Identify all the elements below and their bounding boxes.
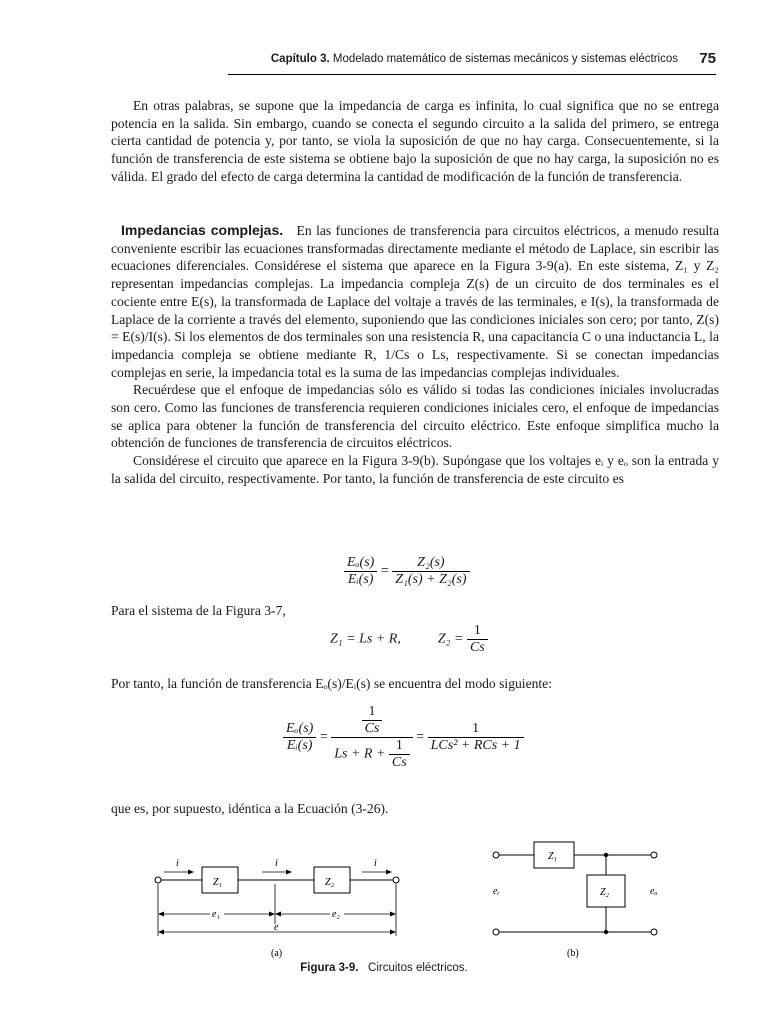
fig-a-e2-label: e₂ [332, 909, 340, 920]
paragraph-1-block [111, 97, 719, 186]
paragraph-6-block [111, 675, 719, 693]
caption-text: Circuitos eléctricos. [368, 962, 468, 974]
eq1-lhs-den: Eᵢ(s) [344, 571, 377, 588]
paragraph-2: En las funciones de transferencia para circuitos eléctricos, a menudo resulta conveniente escribir las ecuaciones transformadas directamente mediante el método de Laplace, sin escribir las ecuaciones diferenciales. Considérese el sistema que aparece en la Figura 3-9(a). En este sistema, Z₁ y Z₂ representan impedancias complejas. La impedancia compleja Z(s) de un circuito de dos terminales es el cociente entre E(s), la transformada de Laplace del voltaje a través de las terminales, e I(s), la transformada de Laplace de la corriente a través del elemento, suponiendo que las condiciones iniciales son cero; por tanto, Z(s) = E(s)/I(s). Si los elementos de dos terminales son una resistencia R, una capacitancia C o una inductancia L, la impedancia compleja se obtiene mediante R, 1/Cs o Ls, respectivamente. Si se conectan impedancias complejas en serie, la impedancia total es la suma de las impedancias complejas individuales. [111, 223, 719, 380]
terminal-right [393, 877, 399, 883]
eq1-lhs-num: Eₒ(s) [347, 555, 375, 570]
fig-b-z2-label: Z₂ [600, 887, 610, 898]
eq3-equals-2: = [416, 729, 425, 745]
paragraph-2-wrap [111, 222, 719, 381]
terminal-out-bottom [651, 929, 657, 935]
eq3-mid-den-den: Cs [389, 754, 410, 771]
eq3-mid-num-num: 1 [368, 704, 376, 719]
eq1-equals: = [380, 563, 389, 579]
fig-a-label: (a) [271, 948, 283, 959]
eq3-mid-den-num: 1 [395, 738, 403, 753]
eq3-mid-num-den: Cs [362, 720, 383, 737]
equation-2 [330, 623, 488, 656]
page-number: 75 [699, 50, 716, 67]
paragraph-5-block [111, 602, 719, 620]
eq3-mid-den-prefix: Ls + R + [334, 746, 386, 762]
equation-3 [283, 704, 524, 771]
terminal-left [155, 877, 161, 883]
header-chapter: Capítulo 3. [270, 53, 330, 65]
eq3-equals: = [319, 729, 328, 745]
header-rule [228, 74, 716, 75]
eq2-z2-num: 1 [473, 623, 481, 638]
terminal-out-top [651, 852, 657, 858]
running-header [0, 50, 716, 74]
paragraph-4: Considérese el circuito que aparece en la Figura 3-9(b). Supóngase que los voltajes eᵢ y eₒ son la entrada y la salida del circuito, respectivamente. Por tanto, la función de transferencia de este circuito es [111, 453, 719, 486]
paragraph-1: En otras palabras, se supone que la impedancia de carga es infinita, lo cual significa que no se entrega potencia en la salida. Sin embargo, cuando se conecta el segundo circuito a la salida del primero, se entrega cierta cantidad de potencia y, por tanto, se viola la suposición de que no hay carga. Consecuentemente, si la función de transferencia de este sistema se obtiene bajo la suposición de que no hay carga, la suposición no es válida. El grado del efecto de carga determina la cantidad de modificación de la función de transferencia. [111, 98, 719, 184]
paragraph-7-block [111, 800, 719, 818]
fig-b-z1-label: Z₁ [548, 851, 558, 862]
section-block [111, 222, 719, 488]
paragraph-3: Recuérdese que el enfoque de impedancias sólo es válido si todas las condiciones iniciales involucradas son cero. Como las funciones de transferencia requieren condiciones iniciales cero, el enfoque de impedancias se aplica para obtener la función de transferencia del circuito eléctrico. Este enfoque simplifica mucho la obtención de funciones de transferencia de circuitos eléctricos. [111, 382, 719, 451]
eq1-rhs-den: Z₁(s) + Z₂(s) [392, 571, 469, 588]
fig-a-z2-label: Z₂ [325, 877, 335, 888]
header-title [271, 53, 678, 65]
eq2-z2-den: Cs [467, 639, 488, 656]
eq3-rhs-den: LCs² + RCs + 1 [428, 737, 524, 754]
eq2-z1: Z₁ = Ls + R, [330, 631, 401, 647]
fig-b-ei-label: eᵢ [493, 886, 500, 897]
fig-a-current-2: i [275, 858, 278, 869]
eq2-z2-lhs: Z₂ = [437, 631, 464, 647]
fig-a-current-3: i [374, 858, 377, 869]
eq3-rhs-num: 1 [472, 721, 480, 736]
fig-a-e-label: e [274, 922, 279, 933]
terminal-in-top [493, 852, 499, 858]
fig-b-eo-label: eₒ [650, 886, 658, 897]
figure-3-9b-circuit [486, 835, 666, 961]
fig-a-current-1: i [176, 858, 179, 869]
figure-caption [0, 962, 768, 974]
eq3-lhs-den: Eᵢ(s) [283, 737, 316, 754]
eq1-rhs-num: Z₂(s) [417, 555, 445, 570]
fig-a-z1-label: Z₁ [213, 877, 223, 888]
paragraph-6: Por tanto, la función de transferencia Eₒ(s)/Eᵢ(s) se encuentra del modo siguiente: [111, 676, 552, 691]
terminal-in-bottom [493, 929, 499, 935]
header-chapter-title: Modelado matemático de sistemas mecánicos y sistemas eléctricos [332, 53, 678, 65]
section-heading: Impedancias complejas. [121, 222, 284, 238]
fig-a-e1-label: e₁ [212, 909, 220, 920]
fig-b-label: (b) [567, 948, 579, 959]
caption-label: Figura 3-9. [300, 962, 359, 974]
paragraph-7: que es, por supuesto, idéntica a la Ecuación (3-26). [111, 801, 389, 816]
paragraph-5: Para el sistema de la Figura 3-7, [111, 603, 286, 618]
figure-3-9a-circuit [150, 850, 410, 962]
eq3-lhs-num: Eₒ(s) [286, 721, 314, 736]
equation-1 [344, 555, 470, 588]
